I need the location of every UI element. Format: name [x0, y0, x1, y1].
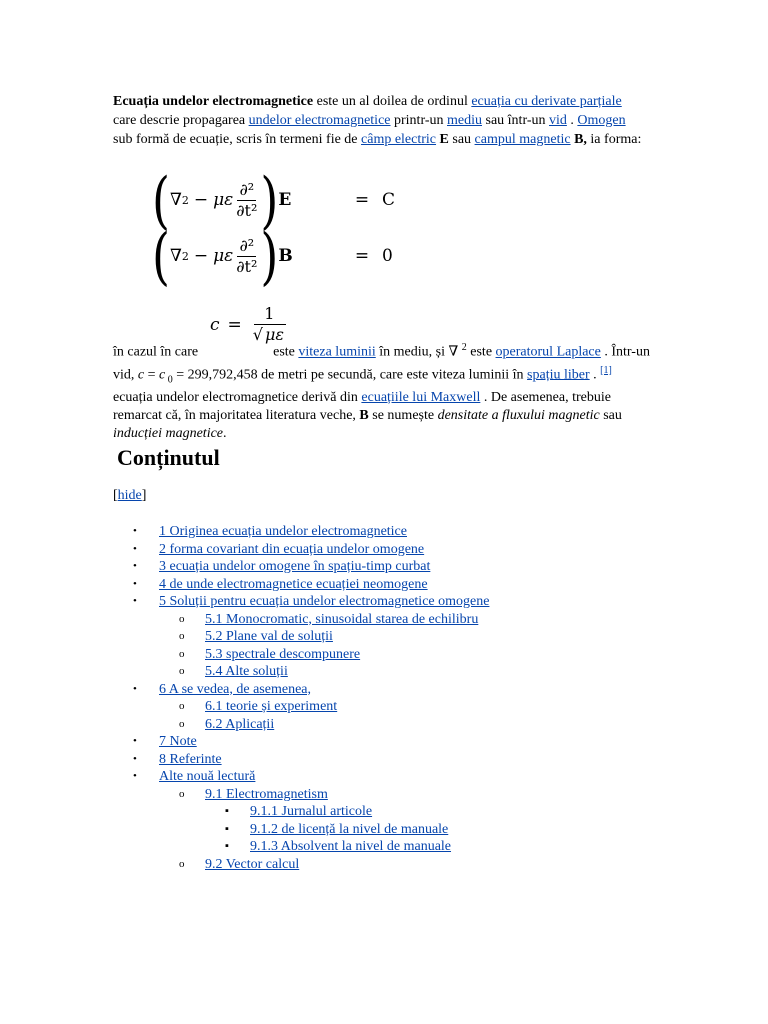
text: = 299,792,458 de metri pe secundă, care este viteza luminii în [172, 367, 528, 383]
bullet-disc: • [133, 770, 137, 782]
link-vacuum[interactable]: vid [549, 113, 567, 128]
text: în mediu, și ∇ [375, 344, 462, 360]
bullet-disc: • [133, 682, 137, 695]
bullet-circle: o [179, 612, 185, 625]
symbol-b: B, [574, 132, 587, 147]
field-b: B [278, 246, 293, 266]
text: în cazul în care [113, 344, 202, 360]
toc-link[interactable]: 9.1.1 Jurnalul articole [250, 804, 373, 819]
bullet-square: ▪ [225, 822, 229, 835]
bullet-disc: • [133, 525, 137, 537]
toc-link[interactable]: Alte nouă lectură [159, 769, 256, 784]
toc-subitem [113, 663, 673, 681]
numerator: 1 [254, 304, 284, 325]
toc-link[interactable]: 5 Soluții pentru ecuația undelor electromagnetice omogene [159, 594, 490, 609]
field-e: E [278, 190, 292, 210]
link-homogeneous[interactable]: Omogen [577, 113, 626, 128]
text: . De asemenea, trebuie remarcat că, în majoritatea literatura veche, [113, 390, 611, 424]
toc-subitem [113, 698, 673, 716]
bullet-disc: • [133, 752, 137, 765]
text: este [466, 344, 496, 360]
bullet-disc: • [133, 735, 137, 747]
link-speed-of-light[interactable]: viteza luminii [298, 344, 376, 360]
toc-link[interactable]: 4 de unde electromagnetice ecuației neomogene [159, 576, 428, 592]
bullet-circle: o [179, 717, 185, 730]
toc-link[interactable]: 8 Referinte [159, 751, 222, 767]
intro-paragraph [113, 92, 648, 149]
text: . [589, 367, 601, 383]
numerator: ∂² [239, 179, 255, 199]
bullet-disc: • [133, 542, 137, 555]
bracket: [ [113, 488, 118, 503]
bullet-circle: o [179, 665, 185, 677]
toc-item [113, 523, 673, 541]
italic-term: inducției magnetice [113, 426, 224, 442]
superscript: 2 [461, 342, 467, 353]
text: . Într-un vid, [113, 344, 650, 383]
toc-link[interactable]: 9.1 Electromagnetism [205, 786, 328, 802]
text: este un al doilea de ordinul [313, 94, 472, 109]
toc-link[interactable]: 9.2 Vector calcul [205, 856, 300, 872]
toc-subitem [113, 646, 673, 664]
fraction [236, 236, 257, 277]
italic-term: densitate a fluxului magnetic [437, 408, 600, 424]
symbol-e: E [439, 132, 449, 147]
text: ecuația undelor electromagnetice derivă din [113, 390, 362, 406]
explanation-paragraph [113, 339, 653, 443]
rhs-zero: 0 [382, 246, 393, 266]
toc-link[interactable]: 6 A se vedea, de asemenea, [159, 681, 311, 697]
text: ia forma: [586, 132, 642, 147]
toc-item [113, 541, 673, 559]
bullet-disc: • [133, 595, 137, 607]
mu-epsilon: με [213, 246, 234, 266]
text: se numește [368, 408, 438, 424]
text: = [144, 367, 160, 383]
equation-b [152, 219, 395, 293]
paren-open: ( [152, 219, 170, 293]
bracket: ] [141, 488, 147, 503]
toc-item [113, 733, 673, 751]
toc-link[interactable]: 7 Note [159, 734, 197, 749]
toc-hide-toggle [113, 488, 146, 504]
hide-link[interactable]: hide [117, 488, 142, 503]
text: care descrie propagarea [113, 113, 249, 128]
link-electric-field[interactable]: câmp electric [361, 132, 437, 147]
denominator: ∂t² [236, 200, 258, 220]
toc-link[interactable]: 3 ecuația undelor omogene în spațiu-timp curbat [159, 559, 431, 574]
fraction [236, 180, 257, 221]
exp: 2 [181, 249, 189, 263]
bullet-circle: o [179, 787, 185, 800]
minus: − [193, 246, 209, 266]
symbol-c: c [210, 314, 220, 335]
toc-item [113, 768, 673, 786]
minus: − [193, 190, 209, 210]
nabla: ∇ [169, 190, 182, 210]
bullet-circle: o [179, 700, 185, 712]
mu-epsilon: με [213, 190, 234, 210]
toc-subsubitem [113, 838, 673, 856]
article-subject: Ecuația undelor electromagnetice [113, 94, 314, 109]
subscript: 0 [165, 374, 173, 386]
reference-link[interactable]: [1] [600, 364, 612, 376]
link-electromagnetic-waves[interactable]: undelor electromagnetice [248, 113, 391, 128]
symbol-c0: c [159, 367, 166, 383]
link-laplace-operator[interactable]: operatorul Laplace [495, 344, 601, 360]
toc-link[interactable]: 5.1 Monocromatic, sinusoidal starea de echilibru [205, 611, 479, 627]
toc-item [113, 558, 673, 576]
toc-subsubitem [113, 803, 673, 821]
symbol-b: B [359, 408, 369, 424]
table-of-contents [113, 523, 673, 873]
equals: = [227, 314, 242, 335]
text: . [223, 426, 227, 442]
toc-link[interactable]: 5.3 spectrale descompunere [205, 646, 361, 662]
paren-close: ) [260, 219, 279, 293]
link-maxwell-equations[interactable]: ecuațiile lui Maxwell [361, 390, 481, 406]
bullet-circle: o [179, 857, 185, 870]
denominator: ∂t² [236, 256, 258, 276]
exp: 2 [181, 193, 189, 207]
toc-link[interactable]: 5.2 Plane val de soluții [205, 629, 333, 644]
text: sau într-un [482, 113, 549, 128]
link-free-space[interactable]: spațiu liber [527, 367, 590, 383]
reference-1[interactable] [600, 365, 612, 376]
toc-link[interactable]: 2 forma covariant din ecuația undelor omogene [159, 541, 425, 557]
toc-subitem [113, 628, 673, 646]
toc-subsubitem [113, 821, 673, 839]
text: este [269, 344, 299, 360]
bullet-disc: • [133, 577, 137, 590]
link-magnetic-field[interactable]: campul magnetic [474, 132, 571, 147]
toc-link[interactable]: 6.2 Aplicații [205, 716, 275, 732]
toc-item [113, 681, 673, 699]
toc-item [113, 576, 673, 594]
toc-item [113, 593, 673, 611]
nabla: ∇ [169, 246, 182, 266]
sqrt-argument: με [264, 325, 284, 344]
text: . [566, 113, 578, 128]
toc-link[interactable]: 1 Originea ecuația undelor electromagnetice [159, 524, 407, 539]
toc-title: Conținutul [117, 445, 220, 470]
toc-link[interactable]: 5.4 Alte soluții [205, 664, 288, 679]
toc-subitem [113, 786, 673, 804]
toc-subitem [113, 856, 673, 874]
equals: = [354, 246, 370, 266]
wave-equations [152, 163, 396, 293]
bullet-disc: • [133, 560, 137, 572]
toc-link[interactable]: 9.1.3 Absolvent la nivel de manuale [250, 839, 452, 854]
numerator: ∂² [239, 235, 255, 255]
toc-subitem [113, 611, 673, 629]
bullet-circle: o [179, 630, 185, 642]
toc-link[interactable]: 9.1.2 de licență la nivel de manuale [250, 821, 449, 837]
toc-subitem [113, 716, 673, 734]
link-medium[interactable]: mediu [447, 113, 482, 128]
text: sub formă de ecuație, scris în termeni fie de [113, 132, 362, 147]
paren-open: ( [152, 163, 170, 237]
rhs-zero: C [382, 190, 396, 210]
link-partial-differential-equation[interactable]: ecuația cu derivate parțiale [471, 94, 622, 109]
text: sau [448, 132, 475, 147]
symbol-c: c [137, 367, 145, 383]
paren-close: ) [260, 163, 279, 237]
bullet-square: ▪ [225, 840, 229, 852]
toc-item [113, 751, 673, 769]
sqrt-sign: √ [252, 325, 263, 344]
equals: = [354, 190, 370, 210]
toc-link[interactable]: 6.1 teorie și experiment [205, 699, 338, 714]
text: printr-un [390, 113, 447, 128]
bullet-square: ▪ [225, 805, 229, 817]
bullet-circle: o [179, 647, 185, 660]
text: sau [599, 408, 622, 424]
